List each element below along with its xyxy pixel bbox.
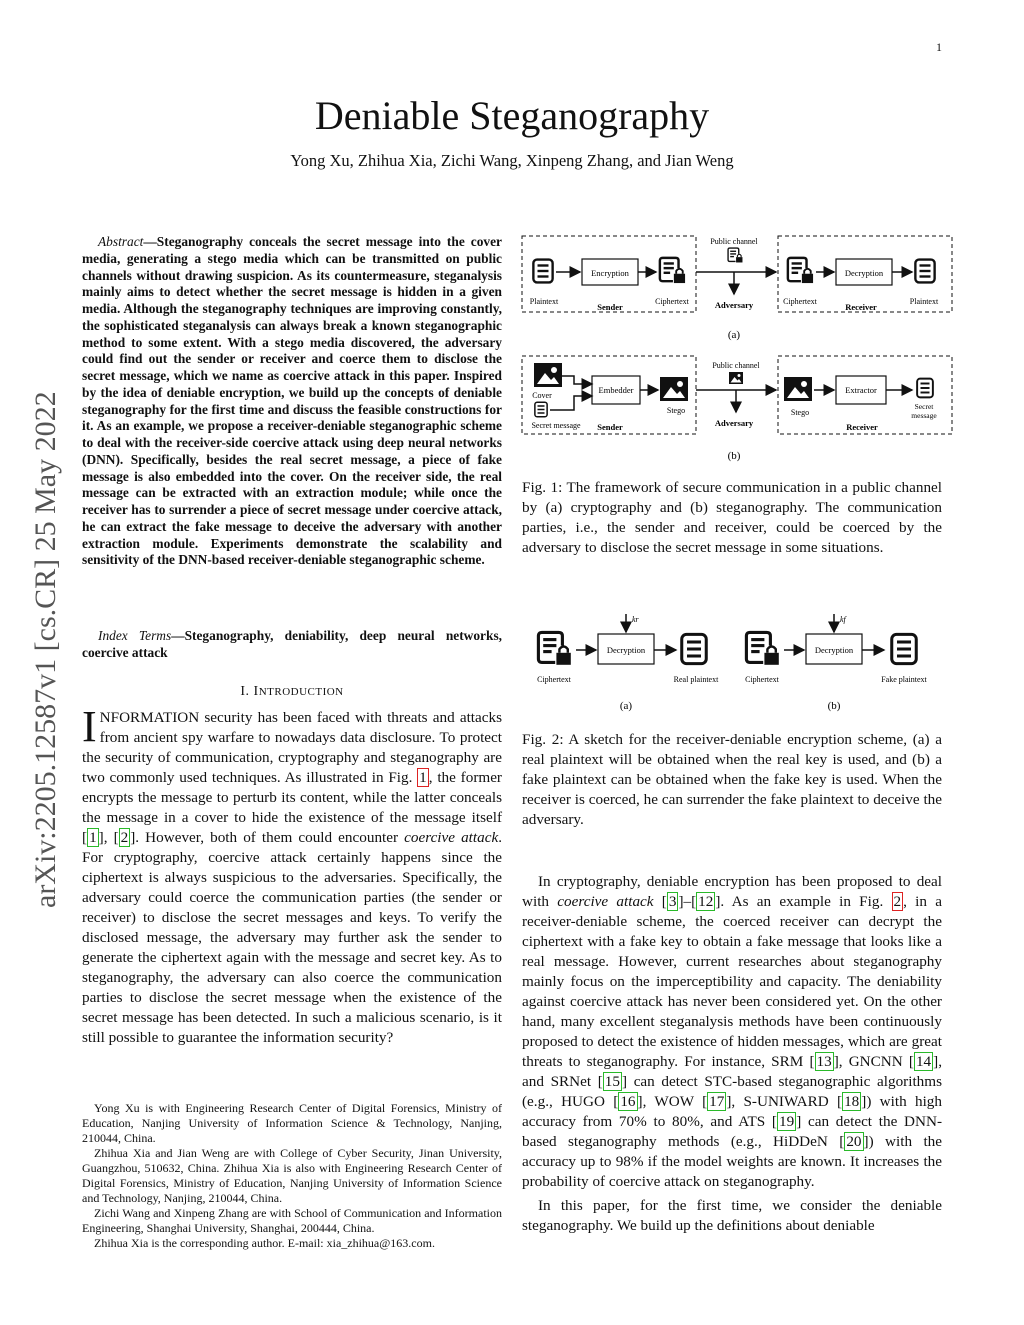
figure-2a: [537, 614, 719, 712]
body-text: ], GNCNN [: [833, 1053, 914, 1070]
citation-link[interactable]: 19: [779, 1113, 795, 1130]
figure-1-caption: Fig. 1: The framework of secure communication in a public channel by (a) cryptography and (b) steganography. The communication parties, i.e., the sender and receiver, could be coerced by the adversary to disclose the secret message in some situations.: [522, 479, 942, 556]
arxiv-identifier: arXiv:2205.12587v1 [cs.CR] 25 May 2022: [29, 391, 62, 909]
paragraph: [522, 872, 942, 1192]
body-text: ], and SRNet [: [522, 1053, 942, 1090]
receiver-label: Receiver: [845, 302, 877, 312]
abstract-label: Abstract: [98, 234, 144, 249]
body-text: ] can detect the DNN-based steganography methods (e.g., HiDDeN [: [522, 1113, 942, 1150]
footnote: Yong Xu is with Engineering Research Center of Digital Forensics, Ministry of Education, Nanjing University of Information Science & Technology, Nanjing, 210044, China.: [82, 1101, 502, 1145]
figure-2b: [745, 614, 927, 712]
stego-image-icon: [729, 372, 743, 384]
receiver-label: Receiver: [846, 422, 878, 432]
sender-label: Sender: [597, 422, 623, 432]
figure-1a-sublabel: (a): [727, 329, 741, 341]
secret-message-icon: [535, 402, 547, 417]
ciphertext-label: Ciphertext: [745, 675, 779, 684]
sender-label: Sender: [597, 302, 623, 312]
citation-link[interactable]: 2: [120, 829, 129, 846]
figure-2b-sublabel: (b): [827, 700, 841, 712]
abstract-text: —Steganography conceals the secret message into the cover media, generating a stego media which can be transmitted on public channels without drawing suspicion. As its countermeasure, steganalysis mainly aims to detect whether the secret message is hidden in a given media. Although the steganography techniques are improving constantly, the sophisticated steganalysis can always break a known steganographic method to some extent. With a stego media discovered, the adversary could find out the sender or receiver and coerce them to disclose the secret message, which we name as coercive attack in this paper. Inspired by the idea of deniable encryption, we build up the concepts of deniable steganography for the first time and discuss the feasible constructions for it. As an example, we propose a receiver-deniable steganographic scheme to deal with the receiver-side coercive attack using deep neural networks (DNN). Specifically, besides the real secret message, a piece of fake message is also embedded into the cover. On the receiver side, the real message can be extracted with an extraction module; while once the receiver has to surrender a piece of secret message under coercive attack, he can extract the fake message to deceive the adversary with another extraction module. Experiments demonstrate the scalability and sensitivity of the DNN-based receiver-deniable steganographic scheme.: [82, 234, 502, 568]
figure-2-diagram: [528, 612, 942, 718]
index-terms: [82, 628, 502, 662]
figure-reference-link[interactable]: 2: [893, 893, 902, 910]
locked-ciphertext-icon: [538, 632, 570, 664]
introduction-paragraph: [82, 702, 502, 1048]
ciphertext-label: Ciphertext: [537, 675, 571, 684]
stego-label: Stego: [790, 408, 810, 417]
right-column-text: [522, 872, 942, 1236]
plaintext-label: Plaintext: [909, 297, 939, 306]
figure-2a-sublabel: (a): [619, 700, 633, 712]
body-text: ]–[: [678, 893, 697, 910]
section-heading: [82, 684, 502, 700]
abstract: [82, 234, 502, 569]
citation-link[interactable]: 12: [698, 893, 714, 910]
fake-plaintext-icon: [892, 634, 917, 663]
section-number: I.: [240, 684, 250, 699]
intro-text: NFORMATION security has been faced with threats and attacks from ancient spy warfare to nowadays data disclosure. To protect the security of communication, cryptography and steganography are two commonly used techniques. As illustrated in Fig.: [82, 709, 502, 786]
secret-message-icon: [917, 379, 933, 398]
cover-label: Cover: [532, 391, 552, 400]
adversary-label: Adversary: [714, 418, 754, 428]
extractor-label: Extractor: [845, 385, 877, 395]
body-text: ], S-UNIWARD [: [726, 1093, 843, 1110]
public-channel-label: Public channel: [712, 361, 760, 370]
section-title-initial: I: [253, 684, 259, 699]
section-title-rest: NTRODUCTION: [258, 686, 344, 698]
body-text: ] can detect STC-based steganographic algorithms (e.g., HUGO [: [522, 1073, 942, 1110]
body-emphasis: coercive attack: [557, 893, 654, 910]
citation-link[interactable]: 1: [89, 829, 97, 846]
plaintext-document-icon: [533, 260, 552, 283]
decryption-label: Decryption: [606, 645, 646, 655]
decryption-label: Decryption: [814, 645, 854, 655]
stego-image-icon: [784, 377, 812, 401]
locked-document-icon: [728, 248, 742, 262]
locked-document-icon: [660, 258, 685, 283]
decryption-label: Decryption: [844, 268, 884, 278]
plaintext-label: Plaintext: [529, 297, 559, 306]
real-key-label: kr: [632, 615, 639, 624]
real-plaintext-icon: [682, 634, 707, 663]
page-number: 1: [936, 40, 942, 54]
paragraph: In this paper, for the first time, we consider the deniable steganography. We build up the definitions about deniable: [522, 1197, 942, 1234]
flow-arrow: [550, 396, 592, 410]
citation-link[interactable]: 14: [915, 1053, 932, 1070]
body-text: ]. As an example in Fig.: [715, 893, 892, 910]
intro-text: ]. However, both of them could encounter: [130, 829, 405, 846]
figure-1b: [522, 356, 952, 462]
figure-reference-link[interactable]: 1: [419, 769, 427, 786]
fake-plaintext-label: Fake plaintext: [881, 675, 927, 684]
fake-key-label: kf: [840, 615, 846, 624]
ciphertext-label: Ciphertext: [783, 297, 817, 306]
body-text: ], WOW [: [637, 1093, 708, 1110]
ciphertext-label: Ciphertext: [655, 297, 689, 306]
index-terms-text: —Steganography, deniability, deep neural networks, coercive attack: [82, 628, 503, 660]
citation-link[interactable]: 18: [844, 1093, 860, 1110]
footnote: Zichi Wang and Xinpeng Zhang are with School of Communication and Information Engineering, Shanghai University, Shanghai, 200444, China.: [82, 1206, 502, 1235]
footnote: Zhihua Xia and Jian Weng are with College of Cyber Security, Jinan University, Guangzhou, 510632, China. Zhihua Xia is also with Engineering Research Center of Digital Forensics, Ministry of Education, Nanjing University of Information Science and Technology, Nanjing, 210044, China.: [82, 1146, 502, 1205]
paper-title: Deniable Steganography: [314, 93, 710, 138]
citation-link[interactable]: 13: [816, 1053, 832, 1070]
real-plaintext-label: Real plaintext: [673, 675, 719, 684]
index-terms-label: Index Terms: [98, 628, 172, 643]
intro-text: . For cryptography, coercive attack certainly happens since the ciphertext is always suspicious to the adversaries. Specifically, the adversary could coerce the communication parties (the sender or receiver) to disclose the secret messages and keys. To verify the disclosed message, the adversary may further ask the sender to generate the ciphertext again with the message and secret key. As to steganography, the adversary can also coerce the communication parties to disclose the secret message when the existence of the secret message has been detected. In such a malicious scenario, is it still possible to guarantee the information security?: [82, 829, 502, 1046]
embedder-label: Embedder: [598, 385, 634, 395]
adversary-label: Adversary: [714, 300, 754, 310]
body-text: In cryptography, deniable encryption has been proposed to deal with: [522, 873, 942, 910]
flow-arrow: [562, 376, 592, 384]
locked-document-icon: [788, 258, 813, 283]
body-text: ]) with the accuracy up to 98% if the model weights are known. It increases the probability of coercive attack on steganography.: [522, 1133, 942, 1190]
footnotes: [82, 1101, 502, 1251]
body-text: , in a receiver-deniable scheme, the coerced receiver can decrypt the ciphertext with a fake key to obtain a fake message that looks like a real message. However, current researches about steganography mainly focus on the imperceptibility and capacity. The deniability against coercive attack has never been considered yet. On the other hand, many excellent steganalysis methods have been continuously proposed to detect the existence of hidden messages, which are great threats to steganography. For instance, SRM [: [522, 893, 942, 1070]
figure-1a: [522, 236, 952, 341]
encryption-label: Encryption: [591, 268, 629, 278]
intro-text: , the former encrypts the message to perturb its content, while the latter conceals the message in a cover to hide the existence of the message itself [: [82, 769, 502, 846]
drop-cap: I: [82, 702, 97, 751]
citation-link[interactable]: 20: [846, 1133, 862, 1150]
figure-1-diagram: [520, 232, 954, 464]
figure-2-caption: Fig. 2: A sketch for the receiver-deniable encryption scheme, (a) a real plaintext will be obtained when the real key is used, and (b) a fake plaintext can be obtained when the fake key is used. When the receiver is coerced, he can surrender the fake plaintext to deceive the adversary.: [522, 731, 942, 828]
citation-link[interactable]: 17: [709, 1093, 725, 1110]
citation-link[interactable]: 15: [604, 1073, 620, 1090]
body-text: [: [653, 893, 667, 910]
secret-message-label: message: [911, 411, 937, 420]
secret-message-label: Secret message: [531, 421, 581, 430]
figure-1b-sublabel: (b): [727, 450, 741, 462]
intro-text: ], [: [98, 829, 119, 846]
citation-link[interactable]: 3: [668, 893, 677, 910]
intro-emphasis: coercive attack: [404, 829, 499, 846]
body-text: ]) with high accuracy from 70% to 80%, and ATS [: [522, 1093, 942, 1130]
citation-link[interactable]: 16: [620, 1093, 636, 1110]
footnote: Zhihua Xia is the corresponding author. E-mail: xia_zhihua@163.com.: [94, 1236, 435, 1250]
cover-image-icon: [534, 363, 562, 387]
stego-image-icon: [660, 377, 688, 401]
secret-message-label: Secret: [914, 402, 934, 411]
public-channel-label: Public channel: [710, 237, 758, 246]
stego-label: Stego: [666, 406, 686, 415]
plaintext-document-icon: [915, 260, 934, 283]
locked-ciphertext-icon: [746, 632, 778, 664]
author-list: Yong Xu, Zhihua Xia, Zichi Wang, Xinpeng Zhang, and Jian Weng: [290, 151, 734, 170]
